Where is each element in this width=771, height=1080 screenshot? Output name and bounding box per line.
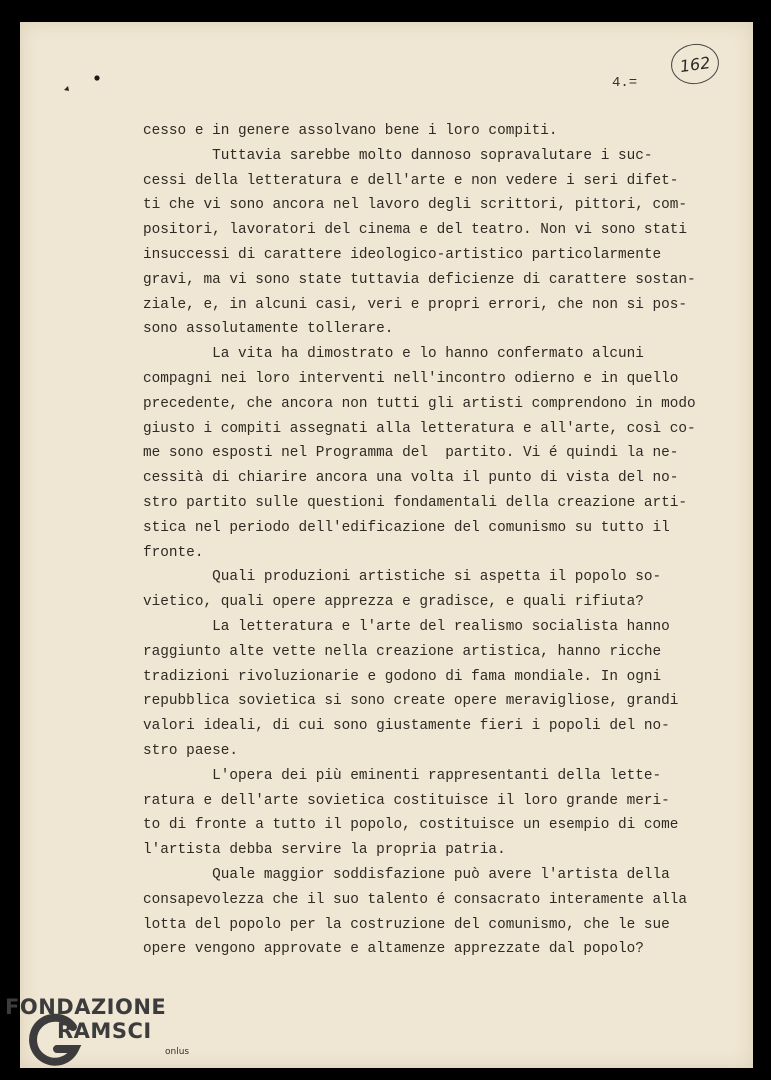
text-line: giusto i compiti assegnati alla letteratura e all'arte, così co-	[143, 420, 696, 437]
page-number: 4.=	[612, 75, 638, 91]
text-line: La vita ha dimostrato e lo hanno confermato alcuni	[143, 346, 644, 363]
text-line: repubblica sovietica si sono create opere meravigliose, grandi	[143, 693, 679, 710]
text-line: Quale maggior soddisfazione può avere l'artista della	[143, 866, 670, 883]
text-line: raggiunto alte vette nella creazione artistica, hanno ricche	[143, 643, 662, 660]
text-line: La letteratura e l'arte del realismo socialista hanno	[143, 618, 670, 635]
text-line: opere vengono approvate e altamenze apprezzate dal popolo?	[143, 941, 644, 958]
text-line: sono assolutamente tollerare.	[143, 321, 394, 338]
text-line: stro paese.	[143, 742, 238, 759]
margin-marks-icon	[60, 74, 110, 94]
text-line: consapevolezza che il suo talento é consacrato interamente alla	[143, 891, 688, 908]
watermark-line2: RAMSCI	[57, 1019, 152, 1043]
text-line: to di fronte a tutto il popolo, costituisce un esempio di come	[143, 817, 679, 834]
text-line: compagni nei loro interventi nell'incontro odierno e in quello	[143, 370, 679, 387]
text-line: vietico, quali opere apprezza e gradisce, e quali rifiuta?	[143, 594, 644, 611]
text-line: l'artista debba servire la propria patria.	[143, 842, 506, 859]
typewritten-body	[143, 119, 743, 962]
text-line: ti che vi sono ancora nel lavoro degli scrittori, pittori, com-	[143, 197, 688, 214]
folio-number: 162	[668, 41, 721, 87]
text-line: stica nel periodo dell'edificazione del comunismo su tutto il	[143, 519, 670, 536]
document-page	[20, 22, 753, 1068]
text-line: ziale, e, in alcuni casi, veri e propri errori, che non si pos-	[143, 296, 688, 313]
text-line: cessi della letteratura e dell'arte e non vedere i seri difet-	[143, 172, 679, 189]
text-line: Tuttavia sarebbe molto dannoso sopravalutare i suc-	[143, 147, 653, 164]
text-line: cessità di chiarire ancora una volta il punto di vista del no-	[143, 470, 679, 487]
text-line: ratura e dell'arte sovietica costituisce il loro grande meri-	[143, 792, 670, 809]
text-line: fronte.	[143, 544, 204, 561]
fondazione-gramsci-watermark	[5, 995, 205, 1075]
text-line: positori, lavoratori del cinema e del teatro. Non vi sono stati	[143, 222, 688, 239]
text-line: precedente, che ancora non tutti gli artisti comprendono in modo	[143, 395, 696, 412]
text-line: tradizioni rivoluzionarie e godono di fama mondiale. In ogni	[143, 668, 662, 685]
text-line: me sono esposti nel Programma del partito. Vi é quindi la ne-	[143, 445, 679, 462]
text-line: gravi, ma vi sono state tuttavia deficienze di carattere sostan-	[143, 271, 696, 288]
text-line: L'opera dei più eminenti rappresentanti della lette-	[143, 767, 662, 784]
text-line: valori ideali, di cui sono giustamente fieri i popoli del no-	[143, 718, 670, 735]
text-line: cesso e in genere assolvano bene i loro compiti.	[143, 123, 558, 139]
text-line: stro partito sulle questioni fondamentali della creazione arti-	[143, 494, 688, 511]
text-line: insuccessi di carattere ideologico-artistico particolarmente	[143, 246, 662, 263]
watermark-onlus: onlus	[165, 1047, 190, 1057]
text-line: lotta del popolo per la costruzione del comunismo, che le sue	[143, 916, 670, 933]
watermark-line1: FONDAZIONE	[5, 995, 167, 1019]
text-line: Quali produzioni artistiche si aspetta il popolo so-	[143, 569, 662, 586]
